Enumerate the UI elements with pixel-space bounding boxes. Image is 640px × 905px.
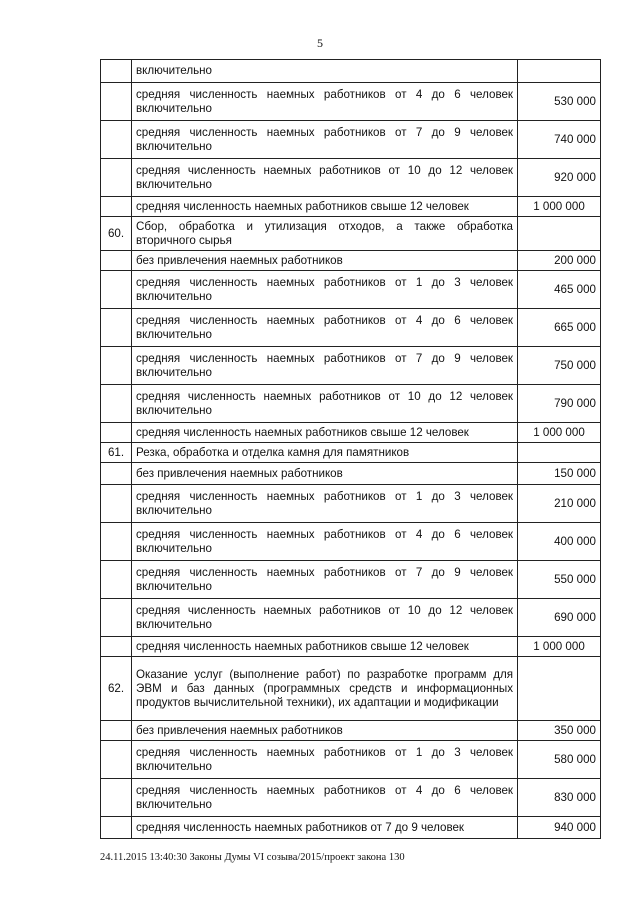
table-row — [101, 83, 601, 121]
table-row — [101, 779, 601, 817]
row-number — [101, 121, 132, 159]
row-number — [101, 721, 132, 741]
row-description: средняя численность наемных работников от 10 до 12 человек включительно — [132, 599, 518, 637]
page-number: 5 — [317, 36, 323, 50]
row-number — [101, 159, 132, 197]
row-amount: 210 000 — [518, 485, 601, 523]
row-number — [101, 271, 132, 309]
table-row — [101, 561, 601, 599]
row-number: 62. — [101, 657, 132, 721]
row-amount: 350 000 — [518, 721, 601, 741]
tariff-table-body — [101, 60, 601, 839]
row-amount: 740 000 — [518, 121, 601, 159]
row-description: средняя численность наемных работников от 4 до 6 человек включительно — [132, 779, 518, 817]
table-row — [101, 817, 601, 839]
row-amount: 830 000 — [518, 779, 601, 817]
table-row — [101, 60, 601, 83]
table-row — [101, 251, 601, 271]
table-row — [101, 721, 601, 741]
row-amount: 1 000 000 — [518, 423, 601, 443]
table-row — [101, 271, 601, 309]
row-number — [101, 385, 132, 423]
row-number — [101, 309, 132, 347]
row-description: средняя численность наемных работников от 4 до 6 человек включительно — [132, 309, 518, 347]
activity-title: Оказание услуг (выполнение работ) по разработке программ для ЭВМ и баз данных (программных средств и информационных продуктов вычислительной техники), их адаптации и модификации — [132, 657, 518, 721]
row-amount: 940 000 — [518, 817, 601, 839]
row-description: включительно — [132, 60, 518, 83]
row-amount — [518, 60, 601, 83]
row-number — [101, 741, 132, 779]
row-description: средняя численность наемных работников от 7 до 9 человек включительно — [132, 347, 518, 385]
row-amount: 690 000 — [518, 599, 601, 637]
row-number: 61. — [101, 443, 132, 463]
table-row — [101, 443, 601, 463]
table-row — [101, 385, 601, 423]
row-amount: 750 000 — [518, 347, 601, 385]
table-row — [101, 121, 601, 159]
row-amount: 920 000 — [518, 159, 601, 197]
table-row — [101, 347, 601, 385]
row-description: средняя численность наемных работников свыше 12 человек — [132, 423, 518, 443]
table-row — [101, 217, 601, 251]
table-row — [101, 523, 601, 561]
row-description: средняя численность наемных работников от 1 до 3 человек включительно — [132, 741, 518, 779]
row-description: средняя численность наемных работников от 10 до 12 человек включительно — [132, 159, 518, 197]
row-description: средняя численность наемных работников от 7 до 9 человек включительно — [132, 121, 518, 159]
table-row — [101, 159, 601, 197]
row-number — [101, 83, 132, 121]
row-description: средняя численность наемных работников от 7 до 9 человек включительно — [132, 561, 518, 599]
row-description: средняя численность наемных работников от 1 до 3 человек включительно — [132, 271, 518, 309]
document-footer: 24.11.2015 13:40:30 Законы Думы VI созыва/2015/проект закона 130 — [100, 852, 405, 863]
table-row — [101, 599, 601, 637]
row-amount: 665 000 — [518, 309, 601, 347]
row-number — [101, 197, 132, 217]
row-amount — [518, 217, 601, 251]
row-description: средняя численность наемных работников от 10 до 12 человек включительно — [132, 385, 518, 423]
row-number — [101, 60, 132, 83]
row-description: средняя численность наемных работников от 4 до 6 человек включительно — [132, 83, 518, 121]
table-row — [101, 657, 601, 721]
row-description: средняя численность наемных работников свыше 12 человек — [132, 637, 518, 657]
row-number — [101, 817, 132, 839]
table-row — [101, 423, 601, 443]
row-amount: 580 000 — [518, 741, 601, 779]
row-amount — [518, 657, 601, 721]
activity-title: Сбор, обработка и утилизация отходов, а также обработка вторичного сырья — [132, 217, 518, 251]
row-number — [101, 463, 132, 485]
row-description: без привлечения наемных работников — [132, 251, 518, 271]
row-amount: 200 000 — [518, 251, 601, 271]
row-amount: 790 000 — [518, 385, 601, 423]
row-amount: 400 000 — [518, 523, 601, 561]
row-number: 60. — [101, 217, 132, 251]
row-amount: 1 000 000 — [518, 637, 601, 657]
table-row — [101, 309, 601, 347]
row-number — [101, 779, 132, 817]
table-row — [101, 485, 601, 523]
row-number — [101, 251, 132, 271]
row-description: без привлечения наемных работников — [132, 721, 518, 741]
row-description: средняя численность наемных работников от 1 до 3 человек включительно — [132, 485, 518, 523]
row-description: средняя численность наемных работников от 4 до 6 человек включительно — [132, 523, 518, 561]
row-number — [101, 485, 132, 523]
row-number — [101, 637, 132, 657]
tariff-table — [100, 59, 601, 839]
row-amount: 550 000 — [518, 561, 601, 599]
row-amount: 150 000 — [518, 463, 601, 485]
activity-title: Резка, обработка и отделка камня для памятников — [132, 443, 518, 463]
row-description: без привлечения наемных работников — [132, 463, 518, 485]
row-number — [101, 523, 132, 561]
table-row — [101, 463, 601, 485]
row-number — [101, 561, 132, 599]
table-row — [101, 637, 601, 657]
table-row — [101, 741, 601, 779]
row-amount: 530 000 — [518, 83, 601, 121]
row-number — [101, 599, 132, 637]
row-amount: 1 000 000 — [518, 197, 601, 217]
row-amount: 465 000 — [518, 271, 601, 309]
row-description: средняя численность наемных работников от 7 до 9 человек — [132, 817, 518, 839]
table-row — [101, 197, 601, 217]
row-amount — [518, 443, 601, 463]
row-number — [101, 347, 132, 385]
row-description: средняя численность наемных работников свыше 12 человек — [132, 197, 518, 217]
row-number — [101, 423, 132, 443]
